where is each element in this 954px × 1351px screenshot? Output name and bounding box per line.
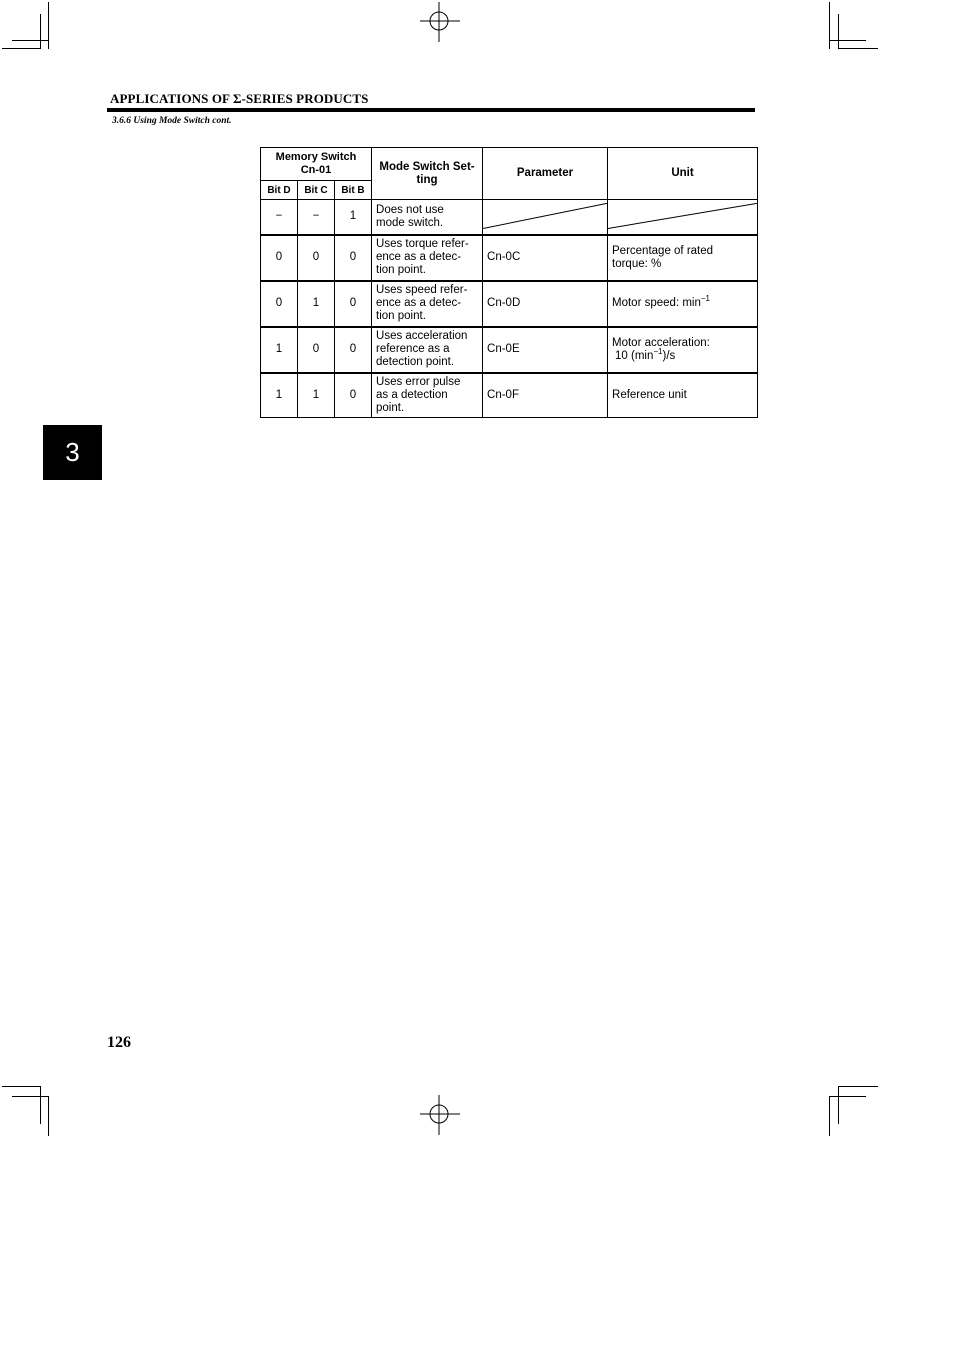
- parameter-cell: Cn-0D: [483, 281, 608, 327]
- page-header-title: APPLICATIONS OF Σ-SERIES PRODUCTS: [110, 91, 369, 106]
- crop-mark: [2, 48, 40, 49]
- parameter-cell-empty: [483, 200, 608, 235]
- section-subheader: 3.6.6 Using Mode Switch cont.: [112, 116, 232, 126]
- bit-c-cell: −: [298, 200, 335, 235]
- bit-d-cell: 1: [261, 327, 298, 373]
- table-row: [261, 281, 758, 327]
- crop-mark: [40, 14, 41, 49]
- bit-c-cell: 1: [298, 373, 335, 418]
- bit-b-cell: 0: [335, 281, 372, 327]
- crop-mark: [40, 1086, 41, 1124]
- parameter-header: Parameter: [483, 148, 608, 200]
- parameter-cell: Cn-0F: [483, 373, 608, 418]
- unit-text: )/s: [662, 349, 676, 362]
- mode-switch-table: [260, 147, 758, 418]
- bit-d-cell: 1: [261, 373, 298, 418]
- registration-mark-icon: [420, 1095, 460, 1135]
- crop-mark: [838, 1086, 878, 1087]
- bit-b-cell: 0: [335, 373, 372, 418]
- crop-mark: [829, 1096, 830, 1136]
- crop-mark: [48, 2, 49, 49]
- table-row: [261, 235, 758, 281]
- setting-cell: Does not use mode switch.: [372, 200, 483, 235]
- unit-exponent: −1: [700, 294, 710, 304]
- bit-b-cell: 0: [335, 235, 372, 281]
- crop-mark: [2, 1086, 40, 1087]
- setting-cell: Uses error pulse as a detection point.: [372, 373, 483, 418]
- chapter-tab: 3: [43, 425, 102, 480]
- bit-d-cell: 0: [261, 235, 298, 281]
- unit-cell: [608, 281, 758, 327]
- table-row: [261, 327, 758, 373]
- crop-mark: [48, 1096, 49, 1136]
- crop-mark: [829, 1096, 866, 1097]
- parameter-cell: Cn-0C: [483, 235, 608, 281]
- unit-text: Motor speed: min: [612, 297, 701, 309]
- crop-mark: [12, 40, 49, 41]
- setting-cell: Uses torque refer- ence as a detec- tion point.: [372, 235, 483, 281]
- unit-cell: Reference unit: [608, 373, 758, 418]
- memory-switch-header: Memory Switch Cn-01: [261, 148, 372, 181]
- bit-d-cell: 0: [261, 281, 298, 327]
- setting-cell: Uses speed refer- ence as a detec- tion point.: [372, 281, 483, 327]
- bit-c-header: Bit C: [298, 181, 335, 200]
- header-rule: [107, 108, 755, 112]
- crop-mark: [838, 1086, 839, 1124]
- crop-mark: [829, 40, 866, 41]
- setting-cell: Uses acceleration reference as a detection point.: [372, 327, 483, 373]
- table-row: [261, 200, 758, 235]
- bit-c-cell: 1: [298, 281, 335, 327]
- table-row: [261, 373, 758, 418]
- bit-d-header: Bit D: [261, 181, 298, 200]
- bit-d-cell: −: [261, 200, 298, 235]
- bit-b-cell: 0: [335, 327, 372, 373]
- unit-exponent: −1: [653, 346, 663, 356]
- registration-mark-icon: [420, 2, 460, 42]
- crop-mark: [12, 1096, 49, 1097]
- unit-cell-empty: [608, 200, 758, 235]
- crop-mark: [838, 14, 839, 49]
- unit-text: Motor acceleration:: [612, 336, 710, 349]
- page-number: 126: [107, 1034, 131, 1051]
- bit-c-cell: 0: [298, 327, 335, 373]
- crop-mark: [838, 48, 878, 49]
- bit-c-cell: 0: [298, 235, 335, 281]
- parameter-cell: Cn-0E: [483, 327, 608, 373]
- unit-cell: [608, 327, 758, 373]
- mode-switch-setting-header: Mode Switch Set- ting: [372, 148, 483, 200]
- bit-b-header: Bit B: [335, 181, 372, 200]
- crop-mark: [829, 2, 830, 49]
- unit-header: Unit: [608, 148, 758, 200]
- unit-text: 10 (min: [615, 349, 654, 362]
- bit-b-cell: 1: [335, 200, 372, 235]
- unit-cell: Percentage of rated torque: %: [608, 235, 758, 281]
